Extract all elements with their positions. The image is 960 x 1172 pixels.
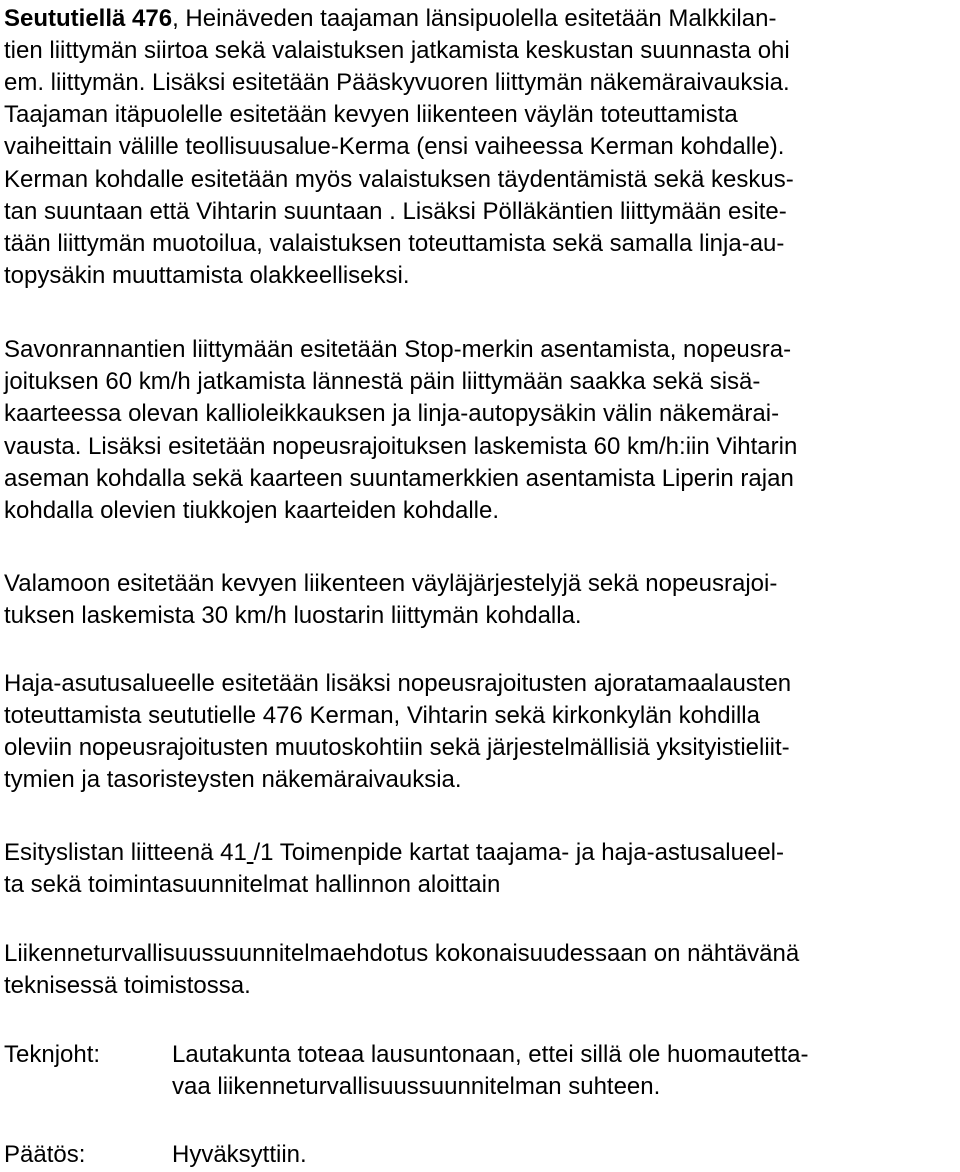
text-line: Haja-asutusalueelle esitetään lisäksi nopeusrajoitusten ajoratamaalausten xyxy=(4,670,792,697)
teknjoht-label: Teknjoht: xyxy=(4,1041,101,1068)
text-line: ta sekä toimintasuunnitelmat hallinnon aloittain xyxy=(4,871,501,898)
text-line: tien liittymän siirtoa sekä valaistuksen jatkamista keskustan suunnasta ohi xyxy=(4,37,790,64)
text-line: oleviin nopeusrajoitusten muutoskohtiin sekä järjestelmällisiä yksityistieliit- xyxy=(4,734,790,761)
text-line: teknisessä toimistossa. xyxy=(4,972,251,999)
text-line: Taajaman itäpuolelle esitetään kevyen liikenteen väylän toteuttamista xyxy=(4,101,738,128)
text-line: tään liittymän muotoilua, valaistuksen toteuttamista sekä samalla linja-au- xyxy=(4,230,785,257)
teknjoht-text-line: vaa liikenneturvallisuussuunnitelman suhteen. xyxy=(172,1073,661,1100)
text-line: topysäkin muuttamista olakkeelliseksi. xyxy=(4,262,410,289)
text-line: toteuttamista seututielle 476 Kerman, Vihtarin sekä kirkonkylän kohdilla xyxy=(4,702,760,729)
text-line: tuksen laskemista 30 km/h luostarin liittymän kohdalla. xyxy=(4,602,582,629)
text-line xyxy=(4,838,784,868)
text-line xyxy=(4,4,776,34)
text-line: Savonrannantien liittymään esitetään Stop-merkin asentamista, nopeusra- xyxy=(4,336,792,363)
text-line: Liikenneturvallisuussuunnitelmaehdotus kokonaisuudessaan on nähtävänä xyxy=(4,940,800,967)
text-line: Valamoon esitetään kevyen liikenteen väyläjärjestelyjä sekä nopeusrajoi- xyxy=(4,570,778,597)
text-line: kaarteessa olevan kallioleikkauksen ja linja-autopysäkin välin näkemärai- xyxy=(4,400,780,427)
text-line: em. liittymän. Lisäksi esitetään Pääskyvuoren liittymän näkemäraivauksia. xyxy=(4,69,790,96)
paatos-label: Päätös: xyxy=(4,1141,86,1168)
text-line: tymien ja tasoristeysten näkemäraivauksia. xyxy=(4,766,462,793)
text-line: Kerman kohdalle esitetään myös valaistuksen täydentämistä sekä keskus- xyxy=(4,166,794,193)
text-line: aseman kohdalla sekä kaarteen suuntamerkkien asentamista Liperin rajan xyxy=(4,465,794,492)
attachment-text: Esityslistan liitteenä 41 xyxy=(4,839,247,866)
attachment-title: /1 Toimenpide kartat taajama- ja haja-astusalueel- xyxy=(253,839,784,866)
paatos-value: Hyväksyttiin. xyxy=(172,1141,307,1168)
line-rest: , Heinäveden taajaman länsipuolella esitetään Malkkilan- xyxy=(172,5,777,32)
teknjoht-text-line: Lautakunta toteaa lausuntonaan, ettei sillä ole huomautetta- xyxy=(172,1041,809,1068)
text-line: kohdalla olevien tiukkojen kaarteiden kohdalle. xyxy=(4,497,499,524)
lead-bold-text: Seututiellä 476 xyxy=(4,5,173,32)
text-line: tan suuntaan että Vihtarin suuntaan . Lisäksi Pölläkäntien liittymään esite- xyxy=(4,198,787,225)
text-line: joituksen 60 km/h jatkamista lännestä päin liittymään saakka sekä sisä- xyxy=(4,368,761,395)
text-line: vausta. Lisäksi esitetään nopeusrajoituksen laskemista 60 km/h:iin Vihtarin xyxy=(4,433,798,460)
text-line: vaiheittain välille teollisuusalue-Kerma (ensi vaiheessa Kerman kohdalle). xyxy=(4,133,785,160)
